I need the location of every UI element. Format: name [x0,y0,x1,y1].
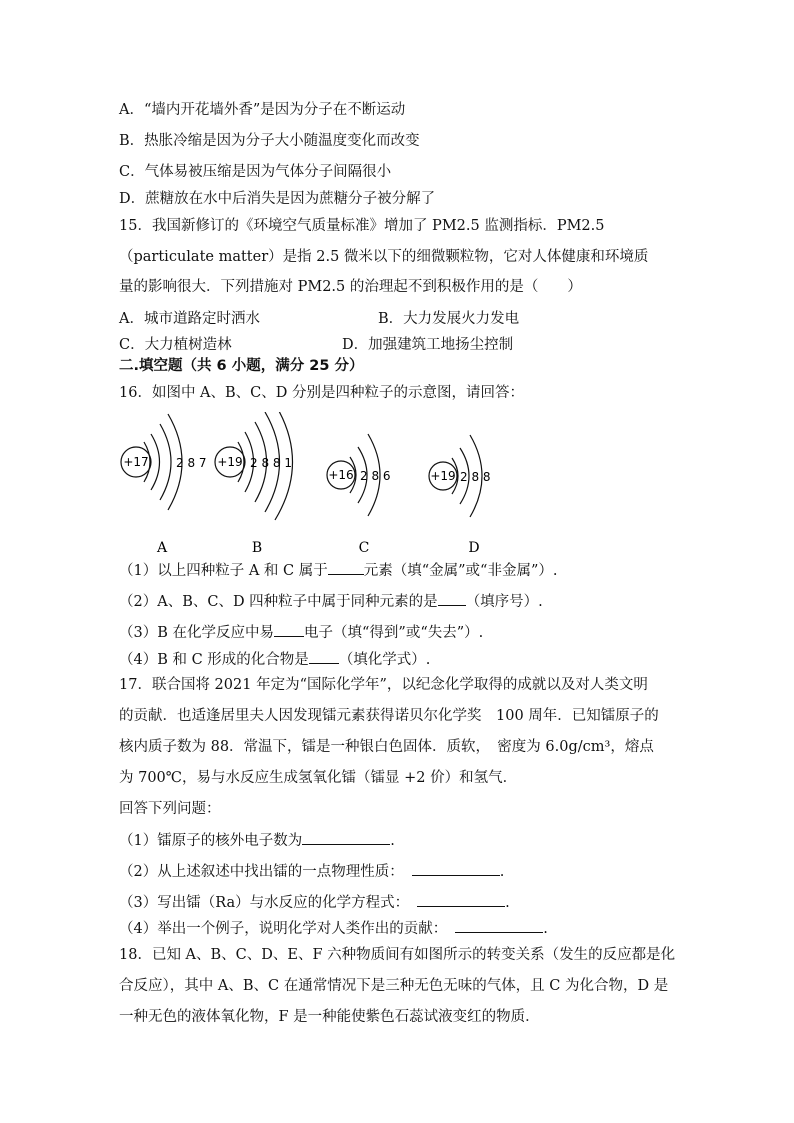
q17-sub4: （4）举出一个例子，说明化学对人类作出的贡献： . [119,918,548,939]
q17-stem-line4: 为 700℃，易与水反应生成氢氧化镭（镭显 +2 价）和氢气． [119,770,518,786]
q16-sub2: （2）A、B、C、D 四种粒子中属于同种元素的是 （填序号）. [119,591,543,612]
q17-stem-line3: 核内质子数为 88．常温下，镭是一种银白色固体．质软， 密度为 6.0g/cm³，熔点 [119,739,654,755]
q15-option-c: C．大力植树造林 [119,337,232,353]
particle-c-label: C [358,540,370,556]
particle-c [327,434,391,556]
particle-d [429,435,491,556]
particle-a [121,414,207,556]
q15-stem-line1: 15．我国新修订的《环境空气质量标准》增加了 PM2.5 监测指标．PM2.5 [119,218,605,234]
answer-blank[interactable] [274,622,304,637]
particle-c-shells: 2 8 6 [360,469,391,483]
particle-c-nucleus: +16 [328,468,354,482]
answer-blank[interactable] [328,560,364,575]
q17-sub1: （1）镭原子的核外电子数为 . [119,830,395,851]
answer-blank[interactable] [309,649,339,664]
q18-stem-line3: 一种无色的液体氧化物，F 是一种能使紫色石蕊试液变红的物质． [119,1009,540,1025]
q14-option-a: A．“墙内开花墙外香”是因为分子在不断运动 [119,102,406,118]
particle-b [215,412,293,556]
q16-sub4: （4）B 和 C 形成的化合物是 （填化学式）. [119,649,430,670]
answer-blank[interactable] [455,918,543,933]
q17-stem-line1: 17．联合国将 2021 年定为“国际化学年”，以纪念化学取得的成就以及对人类文明 [119,677,648,693]
q17-sub2: （2）从上述叙述中找出镭的一点物理性质： . [119,861,504,882]
particle-d-label: D [468,540,480,556]
q15-stem-line2: （particulate matter）是指 2.5 微米以下的细微颗粒物，它对人体健康和环境质 [119,249,649,265]
particle-b-label: B [251,540,263,556]
particle-b-nucleus: +19 [217,455,243,469]
q15-option-a: A．城市道路定时洒水 [119,311,260,327]
particle-d-nucleus: +19 [430,469,456,483]
q15-option-d: D．加强建筑工地扬尘控制 [342,337,514,353]
particle-a-label: A [156,540,168,556]
q18-stem-line2: 合反应），其中 A、B、C 在通常情况下是三种无色无味的气体，且 C 为化合物，D 是 [119,978,669,994]
particle-a-shells: 2 8 7 [176,456,207,470]
atom-structure-diagram [110,412,530,562]
section-title: 二.填空题（共 6 小题，满分 25 分） [119,358,364,374]
q16-sub3: （3）B 在化学反应中易 电子（填“得到”或“失去”）. [119,622,483,643]
q16-stem: 16．如图中 A、B、C、D 分别是四种粒子的示意图，请回答： [119,385,525,401]
q17-prompt: 回答下列问题： [119,801,221,817]
q14-option-d: D．蔗糖放在水中后消失是因为蔗糖分子被分解了 [119,191,436,207]
particle-d-shells: 2 8 8 [460,470,491,484]
q17-sub3: （3）写出镭（Ra）与水反应的化学方程式： . [119,892,510,913]
answer-blank[interactable] [412,861,500,876]
q16-sub1: （1）以上四种粒子 A 和 C 属于 元素（填“金属”或“非金属”）. [119,560,558,581]
q15-stem-line3: 量的影响很大．下列措施对 PM2.5 的治理起不到积极作用的是（ ） [119,279,582,295]
particle-b-shells: 2 8 8 1 [250,456,292,470]
q18-stem-line1: 18．已知 A、B、C、D、E、F 六种物质间有如图所示的转变关系（发生的反应都是化 [119,947,676,963]
answer-blank[interactable] [302,830,390,845]
particle-a-nucleus: +17 [123,455,149,469]
answer-blank[interactable] [417,892,505,907]
q17-stem-line2: 的贡献．也适逢居里夫人因发现镭元素获得诺贝尔化学奖 100 周年．已知镭原子的 [119,708,659,724]
q14-option-c: C．气体易被压缩是因为气体分子间隔很小 [119,164,392,180]
q15-option-b: B．大力发展火力发电 [378,311,520,327]
answer-blank[interactable] [438,591,466,606]
q14-option-b: B．热胀冷缩是因为分子大小随温度变化而改变 [119,133,420,149]
